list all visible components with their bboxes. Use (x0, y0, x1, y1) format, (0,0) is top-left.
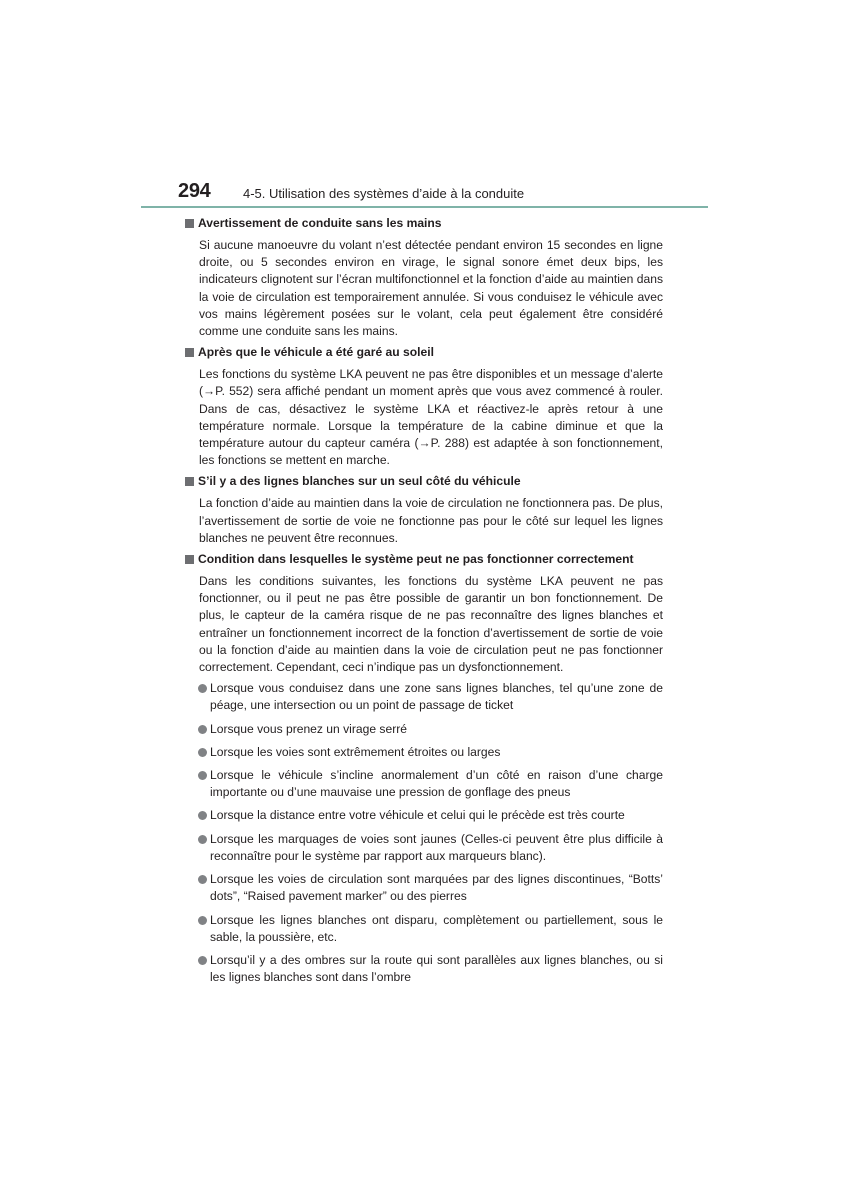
section-title: Condition dans lesquelles le système peut ne pas fonctionner correctement (198, 552, 634, 567)
list-item (198, 871, 663, 905)
section-paragraph: La fonction d’aide au maintien dans la voie de circulation ne fonctionnera pas. De plus, l’avertissement de sortie de voie ne fonctionne pas pour le côté sur lequel les lignes blanches ne peuvent être reconnues. (199, 496, 663, 545)
list-item-text: Lorsque les voies de circulation sont marquées par des lignes discontinues, “Botts’ dots”, “Raised pavement marker” ou des pierres (210, 872, 663, 904)
section-heading (185, 551, 663, 568)
list-item (198, 807, 663, 824)
header-rule (141, 206, 708, 208)
section-title: S’il y a des lignes blanches sur un seul côté du véhicule (198, 474, 521, 489)
section-title: Avertissement de conduite sans les mains (198, 216, 442, 230)
list-item (198, 767, 663, 801)
condition-list (198, 680, 663, 986)
round-bullet-icon (198, 748, 207, 757)
list-item-text: Lorsque vous prenez un virage serré (210, 721, 407, 736)
round-bullet-icon (198, 771, 207, 780)
list-item (198, 721, 663, 738)
section-title: Après que le véhicule a été garé au soleil (198, 345, 434, 360)
list-item (198, 744, 663, 761)
round-bullet-icon (198, 725, 207, 734)
round-bullet-icon (198, 684, 207, 693)
section-parked-in-sun (185, 344, 663, 469)
round-bullet-icon (198, 916, 207, 925)
section-malfunction-conditions (185, 551, 663, 986)
section-heading (185, 344, 663, 361)
round-bullet-icon (198, 875, 207, 884)
page-number: 294 (178, 180, 211, 202)
list-item (198, 912, 663, 946)
page-content (185, 215, 663, 992)
section-hands-off-warning (185, 215, 663, 340)
list-item-text: Lorsque les lignes blanches ont disparu, complètement ou partiellement, sous le sable, la poussière, etc. (210, 912, 663, 944)
section-single-side-lines (185, 473, 663, 547)
list-item (198, 680, 663, 714)
section-paragraph: Les fonctions du système LKA peuvent ne pas être disponibles et un message d’alerte (→P. 552) sera affiché pendant un moment après que vous avez commencé à rouler. Dans de cas, désactivez le système LKA et réactivez-le après retour à une température normale. Lorsque la température de la cabine diminue et que la température autour du capteur caméra (→P. 288) est adaptée à son fonctionnement, les fonctions se mettent en marche. (199, 367, 663, 468)
chapter-title: 4-5. Utilisation des systèmes d’aide à la conduite (243, 186, 525, 201)
round-bullet-icon (198, 835, 207, 844)
square-bullet-icon (185, 555, 194, 564)
square-bullet-icon (185, 477, 194, 486)
list-item-text: Lorsque le véhicule s’incline anormalement d’un côté en raison d’une charge importante ou d’une mauvaise une pression de gonflage des pneus (210, 768, 663, 800)
round-bullet-icon (198, 811, 207, 820)
square-bullet-icon (185, 219, 194, 228)
list-item-text: Lorsque les voies sont extrêmement étroites ou larges (210, 744, 501, 759)
list-item-text: Lorsqu’il y a des ombres sur la route qui sont parallèles aux lignes blanches, ou si les lignes blanches sont dans l’ombre (210, 952, 663, 985)
section-paragraph: Dans les conditions suivantes, les fonctions du système LKA peuvent ne pas fonctionner, ou il peut ne pas être possible de garantir un bon fonctionnement. De plus, le capteur de la caméra risque de ne pas reconnaître des lignes blanches et entraîner un fonctionnement incorrect de la fonction d’avertissement de sortie de voie ou la fonction d’aide au maintien dans la voie de circulation peut ne pas fonctionner correctement. Cependant, ceci n’indique pas un dysfonctionnement. (199, 574, 663, 675)
list-item (198, 952, 663, 986)
section-heading (185, 215, 663, 232)
list-item-text: Lorsque la distance entre votre véhicule et celui qui le précède est très courte (210, 808, 625, 823)
list-item-text: Lorsque les marquages de voies sont jaunes (Celles-ci peuvent être plus difficile à reconnaître pour le système par rapport aux marqueurs blanc). (210, 831, 663, 863)
list-item-text: Lorsque vous conduisez dans une zone sans lignes blanches, tel qu’une zone de péage, une intersection ou un point de passage de ticket (210, 681, 663, 713)
section-heading (185, 473, 663, 490)
square-bullet-icon (185, 348, 194, 357)
list-item (198, 831, 663, 865)
section-paragraph: Si aucune manoeuvre du volant n’est détectée pendant environ 15 secondes en ligne droite, ou 5 secondes environ en virage, le signal sonore émet deux bips, les indicateurs clignotent sur l’écran multifonctionnel et la fonction d’aide au maintien dans la voie de circulation est temporairement annulée. Si vous conduisez le véhicule avec vos mains légèrement posées sur le volant, cela peut également être considéré comme une conduite sans les mains. (199, 238, 663, 339)
round-bullet-icon (198, 956, 207, 965)
